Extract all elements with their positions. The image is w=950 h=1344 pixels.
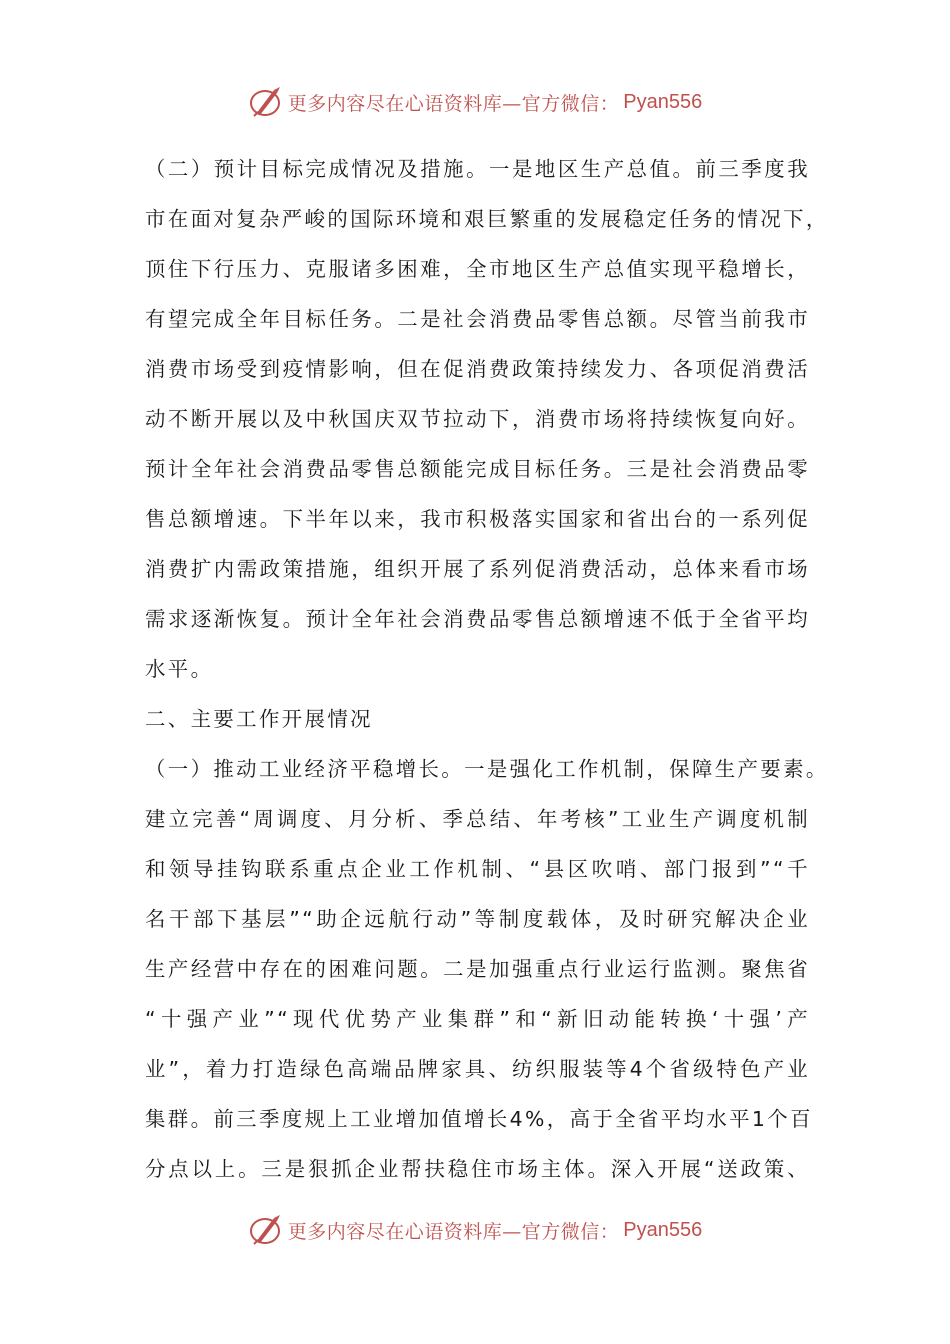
banner-text: 更多内容尽在心语资料库—官方微信： xyxy=(287,92,620,115)
text-line: 生产经营中存在的困难问题。二是加强重点行业运行监测。聚焦省 xyxy=(145,957,810,981)
quill-pen-logo-icon xyxy=(248,84,284,120)
section-heading: 二、主要工作开展情况 xyxy=(145,707,373,731)
text-line: 需求逐渐恢复。预计全年社会消费品零售总额增速不低于全省平均 xyxy=(145,607,810,631)
text-line: 业”，着力打造绿色高端品牌家具、纺织服装等4个省级特色产业 xyxy=(145,1057,810,1081)
text-line: 动不断开展以及中秋国庆双节拉动下，消费市场将持续恢复向好。 xyxy=(145,407,810,431)
text-line: 有望完成全年目标任务。二是社会消费品零售总额。尽管当前我市 xyxy=(145,307,810,331)
text-line: 售总额增速。下半年以来，我市积极落实国家和省出台的一系列促 xyxy=(145,507,810,531)
footer-watermark-banner xyxy=(0,1208,950,1252)
quill-pen-logo-icon xyxy=(248,1212,284,1248)
text-line: 和领导挂钩联系重点企业工作机制、“县区吹哨、部门报到”“千 xyxy=(145,857,810,881)
text-line: （二）预计目标完成情况及措施。一是地区生产总值。前三季度我 xyxy=(145,157,810,181)
text-line: 消费市场受到疫情影响，但在促消费政策持续发力、各项促消费活 xyxy=(145,357,810,381)
text-line: 名干部下基层”“助企远航行动”等制度载体，及时研究解决企业 xyxy=(145,907,810,931)
banner-wechat-id: Pyan556 xyxy=(623,1218,703,1241)
header-watermark-banner xyxy=(0,80,950,124)
text-line: “十强产业”“现代优势产业集群”和“新旧动能转换‘十强’产 xyxy=(145,1007,810,1031)
text-line: （一）推动工业经济平稳增长。一是强化工作机制，保障生产要素。 xyxy=(145,757,829,781)
document-body xyxy=(145,144,829,1194)
banner-wechat-id: Pyan556 xyxy=(623,90,703,113)
text-line: 集群。前三季度规上工业增加值增长4%，高于全省平均水平1个百 xyxy=(145,1107,813,1131)
text-line: 消费扩内需政策措施，组织开展了系列促消费活动，总体来看市场 xyxy=(145,557,810,581)
text-line: 建立完善“周调度、月分析、季总结、年考核”工业生产调度机制 xyxy=(145,807,810,831)
text-line: 顶住下行压力、克服诸多困难，全市地区生产总值实现平稳增长， xyxy=(145,257,810,281)
text-line: 预计全年社会消费品零售总额能完成目标任务。三是社会消费品零 xyxy=(145,457,810,481)
text-line: 分点以上。三是狠抓企业帮扶稳住市场主体。深入开展“送政策、 xyxy=(145,1157,810,1181)
banner-text: 更多内容尽在心语资料库—官方微信： xyxy=(287,1220,620,1243)
text-line: 市在面对复杂严峻的国际环境和艰巨繁重的发展稳定任务的情况下， xyxy=(145,207,829,231)
text-line: 水平。 xyxy=(145,657,214,681)
